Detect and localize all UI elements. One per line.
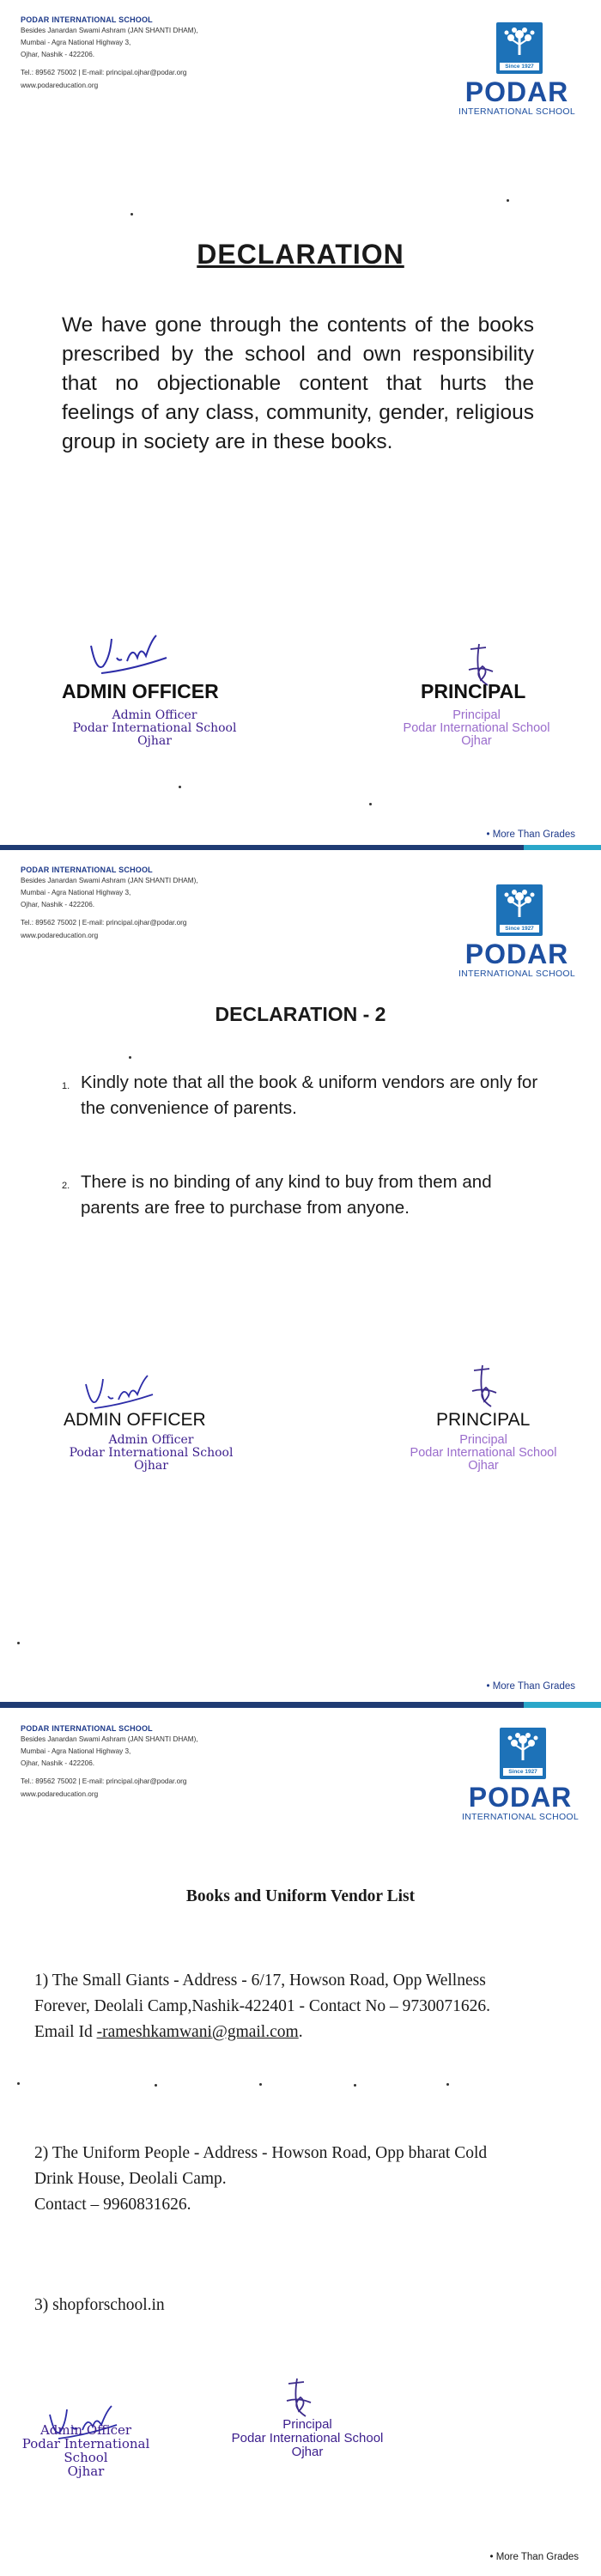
stamp-line: Admin Officer [39,2422,132,2438]
item-number: 2. [62,1181,70,1191]
logo-brand: PODAR [468,1782,573,1813]
logo-subtitle: INTERNATIONAL SCHOOL [458,106,576,117]
school-name: PODAR INTERNATIONAL SCHOOL [21,15,153,24]
declaration-text: We have gone through the contents of the books prescribed by the school and own responsibility that no objectionable content that hurts the feelings of any class, community, gender, religious group in society are in these books. [62,313,534,453]
stamp-line: Ojhar [137,734,172,748]
vendor-line: Drink House, Deolali Camp. [34,2170,227,2188]
stamp-line: Ojhar [291,2445,324,2459]
declaration-item [62,1170,544,1221]
stamp-line: Ojhar [468,1459,499,1473]
address-line: Ojhar, Nashik - 422206. [21,1759,95,1767]
item-text: Kindly note that all the book & uniform vendors are only for the convenience of parents. [81,1072,538,1118]
podar-logo [453,884,580,979]
website-link[interactable]: www.podareducation.org [21,82,99,89]
stamp-line: Podar International School [21,2436,150,2465]
declaration-item [62,1070,544,1121]
address-line: Ojhar, Nashik - 422206. [21,51,95,58]
admin-stamp [48,1434,254,1473]
principal-signature [282,2375,316,2423]
school-name: PODAR INTERNATIONAL SCHOOL [21,866,153,874]
logo-brand: PODAR [464,76,569,107]
principal-title: PRINCIPAL [421,680,526,702]
logo-brand: PODAR [464,939,569,969]
vendor-email-line [34,2020,575,2045]
address-line: Besides Janardan Swami Ashram (JAN SHANTI DHAM), [21,1735,198,1743]
address-line: Besides Janardan Swami Ashram (JAN SHANTI DHAM), [21,877,198,884]
page-declaration [0,0,601,850]
stamp-line: Ojhar [461,734,492,748]
school-name: PODAR INTERNATIONAL SCHOOL [21,1724,153,1733]
admin-signature [84,620,179,680]
stamp-line: Principal [459,1433,507,1447]
page-declaration-2 [0,850,601,1709]
letterhead-address-block [21,1724,304,1798]
tree-emblem-icon [496,884,543,936]
principal-stamp [222,2418,393,2459]
stamp-line: Ojhar [67,2464,105,2479]
logo-since-text: Since 1927 [503,1768,543,1776]
logo-since-text: Since 1927 [500,925,539,933]
contact-line: Tel.: 89562 75002 | E-mail: principal.ojhar@podar.org [21,1777,187,1785]
stamp-line: Podar International School [69,1446,234,1460]
logo-subtitle: INTERNATIONAL SCHOOL [458,969,576,979]
address-line: Mumbai - Agra National Highway 3, [21,39,131,46]
vendor-entry [34,2293,575,2318]
address-line: Mumbai - Agra National Highway 3, [21,889,131,896]
tree-emblem-icon [500,1728,546,1779]
stamp-line: Principal [282,2417,332,2432]
item-number: 1. [62,1081,70,1091]
page-vendor-list [0,1709,601,2576]
letterhead-address-block [21,15,304,89]
vendor-line: 1) The Small Giants - Address - 6/17, Howson Road, Opp Wellness [34,1971,486,1990]
stamp-line: Podar International School [403,721,550,735]
email-label: Email Id [34,2023,97,2041]
stamp-line: Admin Officer [108,1433,194,1447]
vendor-line: Contact – 9960831626. [34,2196,191,2214]
stamp-line: Admin Officer [112,708,197,722]
logo-subtitle: INTERNATIONAL SCHOOL [461,1812,580,1822]
podar-logo [457,1728,584,1822]
email-end: . [298,2023,303,2041]
website-link[interactable]: www.podareducation.org [21,932,99,939]
principal-stamp [385,1434,582,1473]
principal-stamp [378,709,575,748]
address-line: Mumbai - Agra National Highway 3, [21,1747,131,1755]
tree-emblem-icon [496,22,543,74]
footer-tagline: • More Than Grades [486,829,575,840]
page-title: DECLARATION [197,239,404,270]
website-link[interactable]: www.podareducation.org [21,1790,99,1798]
item-text: There is no binding of any kind to buy from them and parents are free to purchase from anyone. [81,1172,492,1218]
address-line: Besides Janardan Swami Ashram (JAN SHANTI DHAM), [21,27,198,34]
vendor-line: 2) The Uniform People - Address - Howson Road, Opp bharat Cold [34,2144,488,2162]
footer-tagline: • More Than Grades [486,1681,575,1692]
stamp-line: Podar International School [231,2431,384,2445]
footer-band [0,1702,601,1708]
page-title: Books and Uniform Vendor List [185,1887,416,1905]
principal-signature [467,1362,501,1413]
admin-stamp [52,709,258,748]
stamp-line: Podar International School [410,1446,557,1460]
vendor-email-link[interactable]: -rameshkamwani@gmail.com [96,2023,299,2041]
address-line: Ojhar, Nashik - 422206. [21,901,95,908]
admin-stamp [0,2423,172,2478]
vendor-entry [34,1968,575,2045]
podar-logo [453,22,580,117]
letterhead-address-block [21,866,304,939]
footer-tagline: • More Than Grades [489,2552,579,2562]
stamp-line: Ojhar [134,1459,168,1473]
principal-title: PRINCIPAL [436,1410,531,1430]
contact-line: Tel.: 89562 75002 | E-mail: principal.ojhar@podar.org [21,919,187,927]
admin-signature [81,1364,158,1412]
vendor-entry [34,2141,575,2218]
admin-officer-title: ADMIN OFFICER [62,680,219,702]
stamp-line: Principal [452,708,501,722]
page-title: DECLARATION - 2 [215,1003,386,1025]
contact-line: Tel.: 89562 75002 | E-mail: principal.ojhar@podar.org [21,69,187,76]
vendor-website-link[interactable]: 3) shopforschool.in [34,2296,165,2314]
vendor-line: Forever, Deolali Camp,Nashik-422401 - Contact No – 9730071626. [34,1997,491,2015]
logo-since-text: Since 1927 [500,63,539,70]
stamp-line: Podar International School [72,721,237,735]
admin-officer-title: ADMIN OFFICER [64,1410,206,1430]
